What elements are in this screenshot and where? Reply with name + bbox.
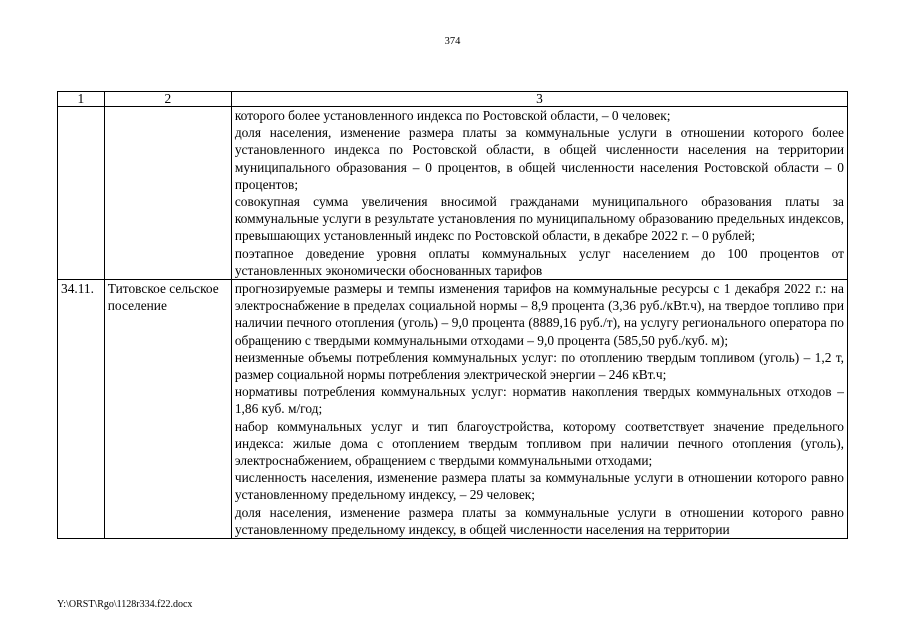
paragraph: набор коммунальных услуг и тип благоустройства, которому соответствует значение предельного индекса: жилые дома с отоплением твердым топливом при наличии печного отопления (уголь), электроснабжением, обращением с твердыми коммунальными отходами;	[234, 418, 844, 469]
paragraph: неизменные объемы потребления коммунальных услуг: по отоплению твердым топливом (уголь) – 1,2 т, размер социальной нормы потребления электрической энергии – 246 кВт.ч;	[234, 349, 844, 383]
paragraph: доля населения, изменение размера платы за коммунальные услуги в отношении которого равно установленному предельному индексу, в общей численности населения на территории	[234, 504, 844, 537]
header-col-3: 3	[231, 92, 847, 107]
header-col-1: 1	[58, 92, 105, 107]
paragraph: которого более установленного индекса по Ростовской области, – 0 человек;	[234, 108, 671, 123]
indicators-cell	[231, 280, 847, 539]
indicators-cell	[231, 107, 847, 280]
indices-table	[57, 91, 848, 539]
row-number-cell: 34.11.	[58, 280, 105, 539]
municipality-cell: Титовское сельское поселение	[104, 280, 231, 539]
paragraph: численность населения, изменение размера платы за коммунальные услуги в отношении которого равно установленному предельному индексу, – 29 человек;	[234, 470, 844, 503]
footer-file-path: Y:\ORST\Rgo\1128r334.f22.docx	[57, 599, 193, 610]
paragraph: прогнозируемые размеры и темпы изменения тарифов на коммунальные ресурсы с 1 декабря 2022 г.: на электроснабжение в пределах социальной нормы – 8,9 процента (3,36 руб./кВт.ч), на твердое топливо при наличии печного отопления (уголь) – 9,0 процента (8889,16 руб./т), на услугу регионального оператора по обращению с твердыми коммунальными отходами – 9,0 процента (585,50 руб./куб. м);	[234, 281, 844, 348]
row-number-cell	[58, 107, 105, 280]
header-col-2: 2	[104, 92, 231, 107]
paragraph: доля населения, изменение размера платы за коммунальные услуги в отношении которого более установленного индекса по Ростовской области, в общей численности населения на территории муниципального образования – 0 процентов, в общей численности населения Ростовской области – 0 процентов;	[234, 125, 844, 192]
paragraph: поэтапное доведение уровня оплаты коммунальных услуг населением до 100 процентов от установленных экономически обоснованных тарифов	[234, 245, 844, 278]
table-header-row	[58, 92, 848, 107]
page-number: 374	[444, 36, 461, 47]
paragraph: совокупная сумма увеличения вносимой гражданами муниципального образования платы за коммунальные услуги в результате установления по муниципальному образованию предельных индексов, превышающих установленный индекс по Ростовской области, в декабре 2022 г. – 0 рублей;	[234, 194, 844, 244]
table-row-titovskoe	[58, 280, 848, 539]
municipality-cell	[104, 107, 231, 280]
paragraph: нормативы потребления коммунальных услуг: норматив накопления твердых коммунальных отходов – 1,86 куб. м/год;	[234, 384, 844, 417]
table-row-continued	[58, 107, 848, 280]
